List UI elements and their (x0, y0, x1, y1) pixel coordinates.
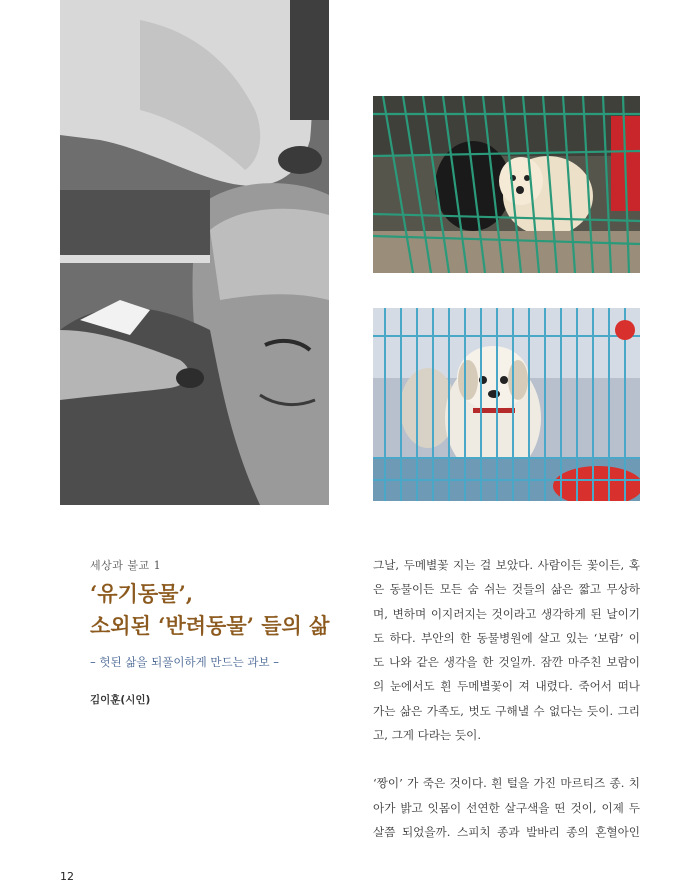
body-line: 도 나와 같은 생각을 한 것일까. 잠깐 마주친 보람이 (373, 655, 640, 670)
body-line: 살쯤 되었을까. 스피치 종과 발바리 종의 혼혈아인 (373, 824, 640, 839)
article-body (373, 553, 640, 844)
title-line-2: 소외된 ‘반려동물’ 들의 삶 (90, 613, 330, 638)
author-byline: 김이훈(시인) (90, 694, 151, 706)
photo-dogs-in-green-cage (373, 96, 640, 273)
photo-white-dog-in-blue-cage (373, 308, 640, 501)
body-line: 가는 삶은 가족도, 벗도 구해낼 수 없다는 듯이. 그리 (373, 703, 640, 718)
paragraph-gap (373, 747, 640, 771)
title-line-1: ‘유기동물’, (90, 581, 194, 606)
article-subtitle: – 헛된 삶을 되풀이하게 만드는 과보 – (90, 655, 279, 669)
body-line: ‘짱이’ 가 죽은 것이다. 흰 털을 가진 마르티즈 종. 치 (373, 776, 640, 791)
body-line: 아가 밝고 잇몸이 선연한 살구색을 띤 것이, 이제 두 (373, 800, 640, 815)
body-line: 며, 변하며 이지러지는 것이라고 생각하게 된 날이기 (373, 606, 640, 621)
article-title (90, 578, 329, 642)
page-number: 12 (60, 870, 74, 883)
body-line: 도 하다. 부안의 한 동물병원에 살고 있는 ‘보람’ 이 (373, 630, 640, 645)
body-line: 그날, 두메별꽃 지는 걸 보았다. 사람이든 꽃이든, 혹 (373, 558, 640, 572)
body-line: 고, 그게 다라는 듯이. (373, 728, 482, 743)
body-line: 은 동물이든 모든 숨 쉬는 것들의 삶은 짧고 무상하 (373, 582, 640, 597)
series-label: 세상과 불교 1 (90, 559, 162, 572)
photo-man-and-dog (60, 0, 329, 505)
body-line: 의 눈에서도 흰 두메별꽃이 져 내렸다. 죽어서 떠나 (373, 679, 640, 694)
